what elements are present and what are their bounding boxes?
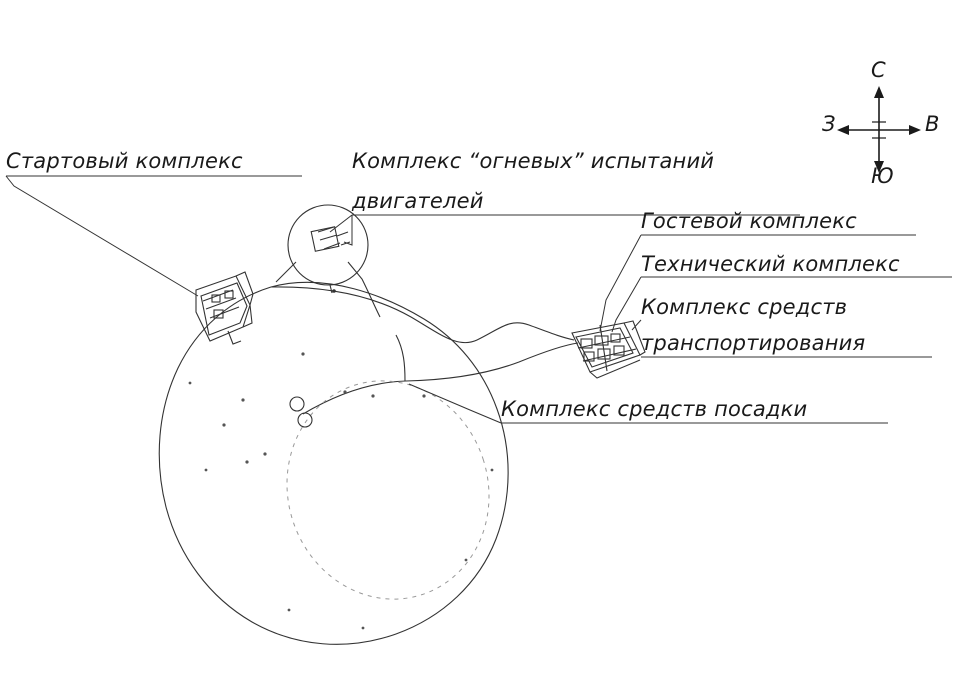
leader-guest-complex xyxy=(600,235,641,331)
compass-label-south: Ю xyxy=(871,164,894,188)
tank-pad-lower xyxy=(298,413,312,427)
test-zone-circle xyxy=(288,205,368,285)
crater-ellipse xyxy=(259,354,517,625)
compass-label-west: З xyxy=(822,112,836,136)
label-guest-complex: Гостевой комплекс xyxy=(641,209,857,233)
technical-complex-structure xyxy=(572,321,645,378)
leader-engine-tests xyxy=(330,215,352,232)
leader-technical-complex xyxy=(612,277,641,332)
label-start-complex: Стартовый комплекс xyxy=(6,149,243,173)
compass-arrow-west xyxy=(837,125,849,135)
engine-test-complex xyxy=(276,205,380,317)
launch-pad-inner xyxy=(201,283,247,335)
test-road-right xyxy=(348,262,380,317)
tank-pad-upper xyxy=(290,397,304,411)
compass-label-east: В xyxy=(925,112,940,136)
launch-complex-structure xyxy=(196,272,253,344)
leader-engine-hook xyxy=(344,215,352,245)
round-pads xyxy=(290,397,312,427)
leader-start-complex xyxy=(6,176,198,296)
upper-ridge xyxy=(271,287,574,343)
label-technical-complex: Технический комплекс xyxy=(641,252,900,276)
terrain-speckles xyxy=(189,352,494,629)
label-landing-means: Комплекс средств посадки xyxy=(501,397,808,421)
compass-rose xyxy=(837,86,921,173)
ridge-spur xyxy=(396,335,405,381)
compass-arrow-east xyxy=(909,125,921,135)
landmass-contour xyxy=(159,282,508,644)
compass-label-north: С xyxy=(871,58,886,82)
launch-pad-line-2 xyxy=(206,298,236,309)
label-engine-fire-tests-line2: двигателей xyxy=(352,189,484,213)
test-road-node xyxy=(332,289,336,293)
label-transport-means-line1: Комплекс средств xyxy=(641,295,848,319)
test-stand-line-2 xyxy=(320,235,337,240)
terrain-outline xyxy=(159,282,578,644)
test-road-left xyxy=(276,262,296,282)
leader-landing-means xyxy=(409,384,501,423)
test-stand-arm xyxy=(337,232,348,236)
inner-crater xyxy=(259,354,517,625)
label-transport-means-line2: транспортирования xyxy=(641,331,866,355)
label-engine-fire-tests-line1: Комплекс “огневых” испытаний xyxy=(352,149,715,173)
test-road-down xyxy=(330,285,332,293)
compass-arrow-north xyxy=(874,86,884,98)
